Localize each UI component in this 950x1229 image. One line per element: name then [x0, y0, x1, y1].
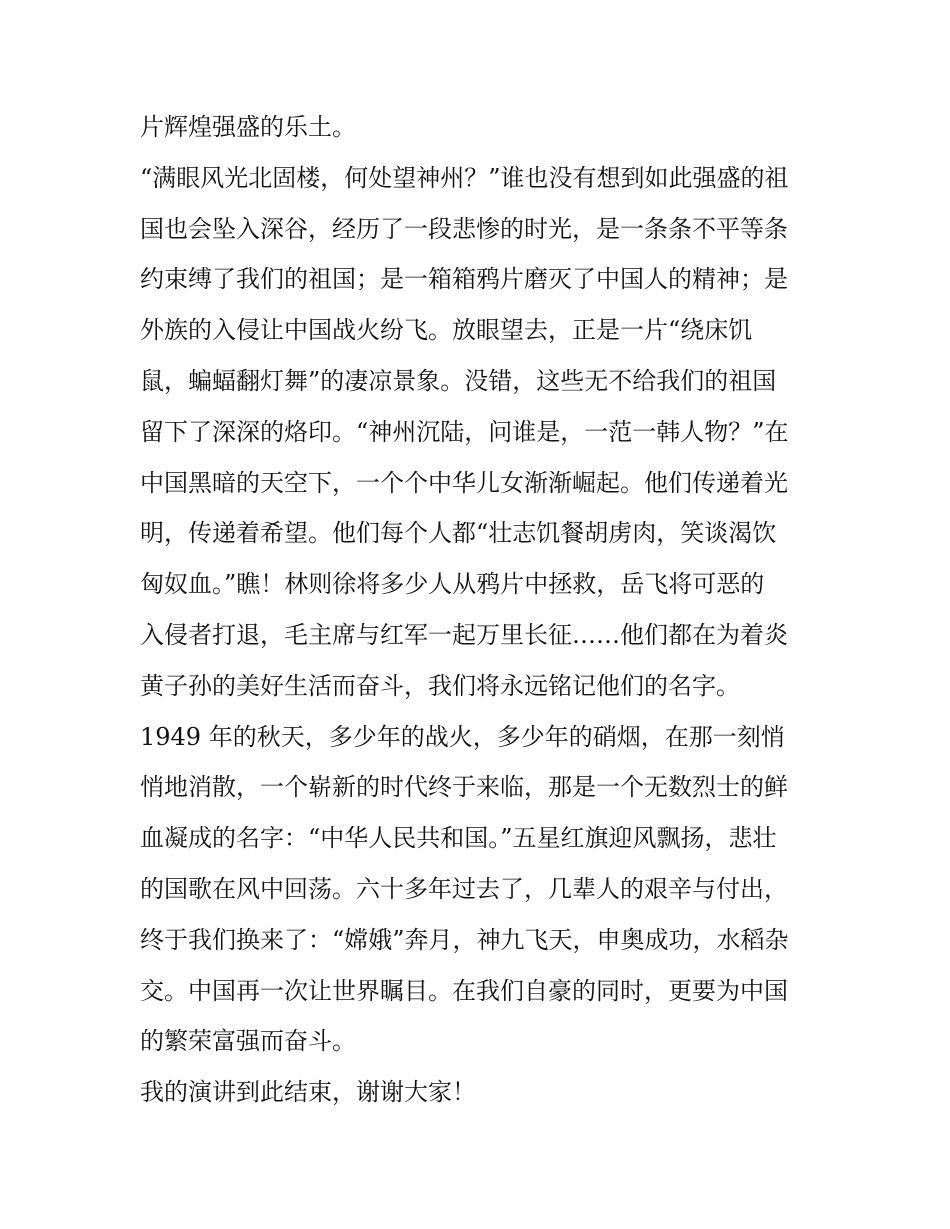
text-line: 我的演讲到此结束，谢谢大家！	[140, 1078, 476, 1107]
text-line: 终于我们换来了：“嫦娥”奔月，神九飞天，申奥成功，水稻杂	[140, 925, 789, 954]
text-line: 中国黑暗的天空下，一个个中华儿女渐渐崛起。他们传递着光	[140, 468, 788, 497]
text-line: 血凝成的名字：“中华人民共和国。”五星红旗迎风飘扬，悲壮	[140, 824, 777, 853]
text-line: 入侵者打退，毛主席与红军一起万里长征……他们都在为着炎	[140, 620, 788, 649]
text-line: 明，传递着希望。他们每个人都“壮志饥餐胡虏肉，笑谈渴饮	[140, 519, 777, 548]
text-line: 留下了深深的烙印。“神州沉陆，问谁是，一范一韩人物？”在	[140, 417, 789, 446]
text-line: “满眼风光北固楼，何处望神州？”谁也没有想到如此强盛的祖	[140, 163, 789, 192]
text-line: 匈奴血。”瞧！林则徐将多少人从鸦片中拯救，岳飞将可恶的	[140, 570, 765, 599]
text-line: 的国歌在风中回荡。六十多年过去了，几辈人的艰辛与付出，	[140, 874, 788, 903]
text-line: 悄地消散，一个崭新的时代终于来临，那是一个无数烈士的鲜	[140, 773, 788, 802]
text-line: 国也会坠入深谷，经历了一段悲惨的时光，是一条条不平等条	[140, 214, 788, 243]
text-line: 片辉煌强盛的乐土。	[140, 113, 356, 141]
speech-text-body	[140, 102, 812, 1118]
text-line: 1949 年的秋天，多少年的战火，多少年的硝烟，在那一刻悄	[140, 722, 785, 751]
text-line: 外族的入侵让中国战火纷飞。放眼望去，正是一片“绕床饥	[140, 316, 753, 345]
text-line: 约束缚了我们的祖国；是一箱箱鸦片磨灭了中国人的精神；是	[140, 265, 788, 294]
text-line: 鼠，蝙蝠翻灯舞”的凄凉景象。没错，这些无不给我们的祖国	[140, 366, 777, 395]
text-line: 交。中国再一次让世界瞩目。在我们自豪的同时，更要为中国	[140, 976, 788, 1005]
text-line: 的繁荣富强而奋斗。	[140, 1027, 356, 1056]
text-line: 黄子孙的美好生活而奋斗，我们将永远铭记他们的名字。	[140, 671, 740, 700]
